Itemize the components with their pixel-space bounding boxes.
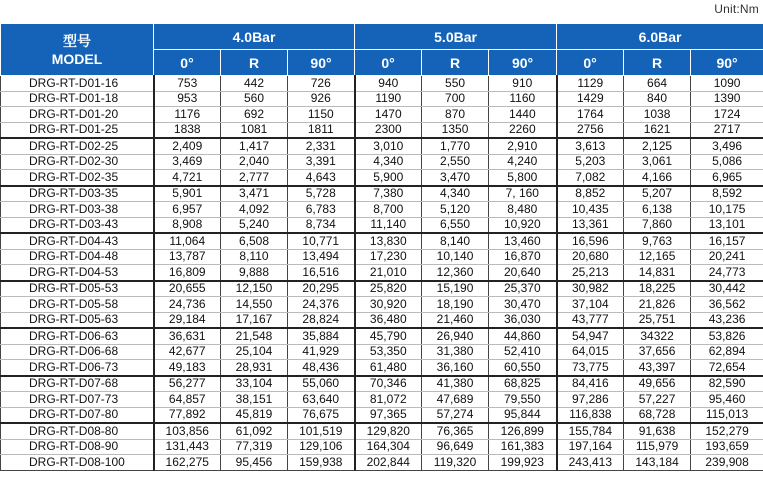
torque-table (0, 23, 763, 471)
torque-value-cell: 2717 (691, 122, 763, 138)
model-cell: DRG-RT-D05-63 (1, 312, 154, 328)
model-cell: DRG-RT-D01-25 (1, 122, 154, 138)
torque-value-cell: 5,800 (489, 170, 557, 186)
table-row (1, 154, 763, 170)
torque-value-cell: 6,965 (691, 170, 763, 186)
torque-value-cell: 45,819 (221, 407, 288, 423)
table-row (1, 107, 763, 123)
table-row (1, 392, 763, 408)
torque-value-cell: 10,175 (691, 202, 763, 218)
model-cell: DRG-RT-D07-80 (1, 407, 154, 423)
model-cell: DRG-RT-D05-53 (1, 281, 154, 297)
torque-value-cell: 54,947 (557, 328, 624, 344)
model-cell: DRG-RT-D08-90 (1, 439, 154, 455)
torque-value-cell: 2,550 (422, 154, 489, 170)
torque-value-cell: 62,894 (691, 344, 763, 360)
torque-value-cell: 20,295 (288, 281, 355, 297)
pressure-header-5bar: 5.0Bar (355, 24, 557, 50)
table-row (1, 265, 763, 281)
torque-value-cell: 95,460 (691, 392, 763, 408)
model-cell: DRG-RT-D02-30 (1, 154, 154, 170)
model-cell: DRG-RT-D03-43 (1, 217, 154, 233)
model-cell: DRG-RT-D04-48 (1, 249, 154, 265)
torque-value-cell: 2756 (557, 122, 624, 138)
torque-value-cell: 550 (422, 76, 489, 92)
torque-value-cell: 1129 (557, 76, 624, 92)
torque-value-cell: 115,979 (624, 439, 691, 455)
torque-value-cell: 9,763 (624, 233, 691, 249)
model-cell: DRG-RT-D06-73 (1, 360, 154, 376)
torque-value-cell: 1390 (691, 91, 763, 107)
torque-value-cell: 3,469 (154, 154, 221, 170)
model-cell: DRG-RT-D01-16 (1, 76, 154, 92)
torque-value-cell: 4,092 (221, 202, 288, 218)
torque-value-cell: 2300 (355, 122, 422, 138)
torque-value-cell: 28,824 (288, 312, 355, 328)
torque-value-cell: 36,160 (422, 360, 489, 376)
torque-value-cell: 159,938 (288, 455, 355, 471)
table-row (1, 423, 763, 439)
torque-value-cell: 13,361 (557, 217, 624, 233)
torque-value-cell: 30,442 (691, 281, 763, 297)
torque-value-cell: 3,471 (221, 186, 288, 202)
torque-value-cell: 1470 (355, 107, 422, 123)
torque-value-cell: 700 (422, 91, 489, 107)
torque-value-cell: 8,700 (355, 202, 422, 218)
torque-value-cell: 96,649 (422, 439, 489, 455)
table-row (1, 360, 763, 376)
torque-value-cell: 95,844 (489, 407, 557, 423)
torque-value-cell: 31,380 (422, 344, 489, 360)
torque-value-cell: 2,040 (221, 154, 288, 170)
torque-value-cell: 53,350 (355, 344, 422, 360)
model-cell: DRG-RT-D07-73 (1, 392, 154, 408)
angle-header-r: R (221, 50, 288, 76)
torque-value-cell: 36,030 (489, 312, 557, 328)
torque-value-cell: 560 (221, 91, 288, 107)
torque-value-cell: 91,638 (624, 423, 691, 439)
torque-value-cell: 14,831 (624, 265, 691, 281)
torque-value-cell: 20,241 (691, 249, 763, 265)
model-cell: DRG-RT-D01-20 (1, 107, 154, 123)
torque-value-cell: 1811 (288, 122, 355, 138)
torque-value-cell: 16,516 (288, 265, 355, 281)
torque-value-cell: 5,207 (624, 186, 691, 202)
torque-value-cell: 3,470 (422, 170, 489, 186)
torque-value-cell: 28,931 (221, 360, 288, 376)
torque-value-cell: 202,844 (355, 455, 422, 471)
torque-value-cell: 8,734 (288, 217, 355, 233)
torque-value-cell: 910 (489, 76, 557, 92)
torque-value-cell: 7,380 (355, 186, 422, 202)
model-cell: DRG-RT-D02-35 (1, 170, 154, 186)
torque-value-cell: 44,860 (489, 328, 557, 344)
torque-value-cell: 41,380 (422, 376, 489, 392)
table-row (1, 170, 763, 186)
torque-value-cell: 6,957 (154, 202, 221, 218)
torque-value-cell: 193,659 (691, 439, 763, 455)
angle-header-90deg: 90° (489, 50, 557, 76)
torque-value-cell: 1429 (557, 91, 624, 107)
torque-value-cell: 2,125 (624, 138, 691, 154)
torque-value-cell: 753 (154, 76, 221, 92)
table-row (1, 281, 763, 297)
torque-value-cell: 1764 (557, 107, 624, 123)
torque-value-cell: 25,751 (624, 312, 691, 328)
torque-value-cell: 692 (221, 107, 288, 123)
torque-value-cell: 18,190 (422, 297, 489, 313)
torque-value-cell: 1,417 (221, 138, 288, 154)
torque-value-cell: 101,519 (288, 423, 355, 439)
torque-value-cell: 8,140 (422, 233, 489, 249)
model-cell: DRG-RT-D06-68 (1, 344, 154, 360)
angle-header-0deg: 0° (154, 50, 221, 76)
torque-value-cell: 3,010 (355, 138, 422, 154)
torque-value-cell: 76,675 (288, 407, 355, 423)
model-cell: DRG-RT-D03-38 (1, 202, 154, 218)
torque-value-cell: 34322 (624, 328, 691, 344)
torque-value-cell: 4,240 (489, 154, 557, 170)
torque-value-cell: 17,167 (221, 312, 288, 328)
torque-value-cell: 95,456 (221, 455, 288, 471)
torque-value-cell: 1090 (691, 76, 763, 92)
torque-value-cell: 11,140 (355, 217, 422, 233)
torque-value-cell: 45,790 (355, 328, 422, 344)
torque-value-cell: 243,413 (557, 455, 624, 471)
torque-value-cell: 442 (221, 76, 288, 92)
table-row (1, 328, 763, 344)
model-cell: DRG-RT-D03-35 (1, 186, 154, 202)
torque-value-cell: 63,640 (288, 392, 355, 408)
table-row (1, 76, 763, 92)
table-row (1, 407, 763, 423)
torque-value-cell: 43,397 (624, 360, 691, 376)
torque-value-cell: 7,082 (557, 170, 624, 186)
torque-value-cell: 7, 160 (489, 186, 557, 202)
torque-value-cell: 61,480 (355, 360, 422, 376)
torque-value-cell: 52,410 (489, 344, 557, 360)
torque-value-cell: 8,852 (557, 186, 624, 202)
torque-value-cell: 7,860 (624, 217, 691, 233)
torque-value-cell: 5,086 (691, 154, 763, 170)
torque-value-cell: 4,643 (288, 170, 355, 186)
torque-value-cell: 1838 (154, 122, 221, 138)
torque-value-cell: 57,274 (422, 407, 489, 423)
model-header-en: MODEL (51, 50, 103, 67)
torque-value-cell: 5,728 (288, 186, 355, 202)
torque-value-cell: 4,340 (422, 186, 489, 202)
torque-value-cell: 3,613 (557, 138, 624, 154)
torque-value-cell: 2,777 (221, 170, 288, 186)
torque-value-cell: 161,383 (489, 439, 557, 455)
table-row (1, 138, 763, 154)
torque-value-cell: 20,680 (557, 249, 624, 265)
torque-value-cell: 16,157 (691, 233, 763, 249)
torque-value-cell: 57,227 (624, 392, 691, 408)
torque-value-cell: 25,104 (221, 344, 288, 360)
torque-value-cell: 131,443 (154, 439, 221, 455)
torque-value-cell: 1724 (691, 107, 763, 123)
torque-value-cell: 2,331 (288, 138, 355, 154)
torque-value-cell: 3,496 (691, 138, 763, 154)
torque-value-cell: 155,784 (557, 423, 624, 439)
torque-value-cell: 61,092 (221, 423, 288, 439)
torque-value-cell: 13,494 (288, 249, 355, 265)
model-cell: DRG-RT-D08-100 (1, 455, 154, 471)
torque-value-cell: 119,320 (422, 455, 489, 471)
table-row (1, 233, 763, 249)
table-row (1, 186, 763, 202)
table-row (1, 455, 763, 471)
torque-value-cell: 47,689 (422, 392, 489, 408)
model-cell: DRG-RT-D04-53 (1, 265, 154, 281)
torque-value-cell: 68,728 (624, 407, 691, 423)
torque-value-cell: 129,820 (355, 423, 422, 439)
torque-value-cell: 97,365 (355, 407, 422, 423)
torque-value-cell: 8,592 (691, 186, 763, 202)
torque-value-cell: 16,596 (557, 233, 624, 249)
torque-value-cell: 26,940 (422, 328, 489, 344)
torque-value-cell: 8,110 (221, 249, 288, 265)
torque-value-cell: 14,550 (221, 297, 288, 313)
torque-value-cell: 72,654 (691, 360, 763, 376)
torque-value-cell: 840 (624, 91, 691, 107)
torque-value-cell: 4,721 (154, 170, 221, 186)
torque-value-cell: 48,436 (288, 360, 355, 376)
torque-value-cell: 30,982 (557, 281, 624, 297)
torque-value-cell: 12,360 (422, 265, 489, 281)
torque-value-cell: 97,286 (557, 392, 624, 408)
torque-value-cell: 152,279 (691, 423, 763, 439)
table-row (1, 217, 763, 233)
torque-value-cell: 1160 (489, 91, 557, 107)
torque-value-cell: 10,140 (422, 249, 489, 265)
model-column-header (1, 24, 154, 76)
table-row (1, 122, 763, 138)
torque-value-cell: 1,770 (422, 138, 489, 154)
torque-value-cell: 36,631 (154, 328, 221, 344)
torque-value-cell: 55,060 (288, 376, 355, 392)
torque-value-cell: 24,376 (288, 297, 355, 313)
table-row (1, 312, 763, 328)
torque-value-cell: 70,346 (355, 376, 422, 392)
torque-value-cell: 13,101 (691, 217, 763, 233)
torque-value-cell: 5,901 (154, 186, 221, 202)
angle-header-0deg: 0° (557, 50, 624, 76)
torque-value-cell: 143,184 (624, 455, 691, 471)
torque-value-cell: 197,164 (557, 439, 624, 455)
torque-value-cell: 30,920 (355, 297, 422, 313)
torque-value-cell: 25,370 (489, 281, 557, 297)
torque-value-cell: 116,838 (557, 407, 624, 423)
table-row (1, 91, 763, 107)
torque-value-cell: 17,230 (355, 249, 422, 265)
torque-value-cell: 21,460 (422, 312, 489, 328)
torque-value-cell: 6,550 (422, 217, 489, 233)
torque-value-cell: 870 (422, 107, 489, 123)
torque-value-cell: 2260 (489, 122, 557, 138)
torque-value-cell: 13,787 (154, 249, 221, 265)
torque-value-cell: 21,826 (624, 297, 691, 313)
torque-value-cell: 6,138 (624, 202, 691, 218)
torque-value-cell: 11,064 (154, 233, 221, 249)
torque-value-cell: 64,015 (557, 344, 624, 360)
torque-value-cell: 1150 (288, 107, 355, 123)
torque-value-cell: 1190 (355, 91, 422, 107)
torque-value-cell: 162,275 (154, 455, 221, 471)
table-row (1, 297, 763, 313)
model-cell: DRG-RT-D05-58 (1, 297, 154, 313)
model-cell: DRG-RT-D08-80 (1, 423, 154, 439)
torque-value-cell: 33,104 (221, 376, 288, 392)
torque-value-cell: 1038 (624, 107, 691, 123)
torque-value-cell: 16,809 (154, 265, 221, 281)
torque-value-cell: 239,908 (691, 455, 763, 471)
torque-value-cell: 73,775 (557, 360, 624, 376)
torque-value-cell: 77,319 (221, 439, 288, 455)
torque-value-cell: 115,013 (691, 407, 763, 423)
pressure-header-6bar: 6.0Bar (557, 24, 763, 50)
torque-value-cell: 164,304 (355, 439, 422, 455)
torque-value-cell: 13,830 (355, 233, 422, 249)
torque-value-cell: 940 (355, 76, 422, 92)
table-row (1, 249, 763, 265)
torque-value-cell: 9,888 (221, 265, 288, 281)
torque-value-cell: 82,590 (691, 376, 763, 392)
torque-value-cell: 49,183 (154, 360, 221, 376)
model-header-zh: 型号 (63, 32, 91, 49)
angle-header-90deg: 90° (691, 50, 763, 76)
torque-value-cell: 24,773 (691, 265, 763, 281)
torque-value-cell: 81,072 (355, 392, 422, 408)
torque-value-cell: 24,736 (154, 297, 221, 313)
torque-value-cell: 4,340 (355, 154, 422, 170)
table-row (1, 439, 763, 455)
torque-value-cell: 25,213 (557, 265, 624, 281)
torque-value-cell: 25,820 (355, 281, 422, 297)
torque-value-cell: 43,777 (557, 312, 624, 328)
table-row (1, 202, 763, 218)
table-header (1, 24, 763, 76)
torque-value-cell: 4,166 (624, 170, 691, 186)
torque-value-cell: 953 (154, 91, 221, 107)
torque-value-cell: 1440 (489, 107, 557, 123)
torque-value-cell: 6,508 (221, 233, 288, 249)
torque-value-cell: 64,857 (154, 392, 221, 408)
torque-value-cell: 76,365 (422, 423, 489, 439)
torque-value-cell: 60,550 (489, 360, 557, 376)
torque-value-cell: 126,899 (489, 423, 557, 439)
torque-value-cell: 12,150 (221, 281, 288, 297)
torque-value-cell: 35,884 (288, 328, 355, 344)
torque-value-cell: 43,236 (691, 312, 763, 328)
torque-value-cell: 21,010 (355, 265, 422, 281)
torque-value-cell: 29,184 (154, 312, 221, 328)
torque-value-cell: 5,203 (557, 154, 624, 170)
torque-value-cell: 20,655 (154, 281, 221, 297)
torque-value-cell: 1081 (221, 122, 288, 138)
torque-value-cell: 726 (288, 76, 355, 92)
model-cell: DRG-RT-D04-43 (1, 233, 154, 249)
torque-value-cell: 664 (624, 76, 691, 92)
angle-header-r: R (422, 50, 489, 76)
table-row (1, 344, 763, 360)
torque-value-cell: 10,920 (489, 217, 557, 233)
torque-value-cell: 103,856 (154, 423, 221, 439)
torque-value-cell: 12,165 (624, 249, 691, 265)
torque-value-cell: 41,929 (288, 344, 355, 360)
torque-value-cell: 129,106 (288, 439, 355, 455)
torque-value-cell: 56,277 (154, 376, 221, 392)
unit-label: Unit:Nm (714, 2, 759, 16)
angle-header-90deg: 90° (288, 50, 355, 76)
torque-value-cell: 37,104 (557, 297, 624, 313)
torque-value-cell: 8,480 (489, 202, 557, 218)
torque-value-cell: 3,061 (624, 154, 691, 170)
angle-header-0deg: 0° (355, 50, 422, 76)
torque-value-cell: 36,562 (691, 297, 763, 313)
angle-header-r: R (624, 50, 691, 76)
torque-value-cell: 18,225 (624, 281, 691, 297)
torque-value-cell: 1176 (154, 107, 221, 123)
torque-value-cell: 13,460 (489, 233, 557, 249)
torque-value-cell: 68,825 (489, 376, 557, 392)
torque-value-cell: 21,548 (221, 328, 288, 344)
pressure-header-4bar: 4.0Bar (154, 24, 355, 50)
table-row (1, 376, 763, 392)
torque-value-cell: 49,656 (624, 376, 691, 392)
torque-value-cell: 20,640 (489, 265, 557, 281)
torque-value-cell: 1621 (624, 122, 691, 138)
torque-value-cell: 5,900 (355, 170, 422, 186)
torque-value-cell: 1350 (422, 122, 489, 138)
torque-value-cell: 37,656 (624, 344, 691, 360)
torque-value-cell: 30,470 (489, 297, 557, 313)
torque-value-cell: 2,910 (489, 138, 557, 154)
torque-value-cell: 36,480 (355, 312, 422, 328)
torque-value-cell: 2,409 (154, 138, 221, 154)
torque-value-cell: 38,151 (221, 392, 288, 408)
torque-value-cell: 3,391 (288, 154, 355, 170)
torque-value-cell: 926 (288, 91, 355, 107)
torque-value-cell: 8,908 (154, 217, 221, 233)
torque-value-cell: 42,677 (154, 344, 221, 360)
torque-value-cell: 15,190 (422, 281, 489, 297)
model-cell: DRG-RT-D01-18 (1, 91, 154, 107)
torque-value-cell: 84,416 (557, 376, 624, 392)
torque-value-cell: 5,240 (221, 217, 288, 233)
model-cell: DRG-RT-D06-63 (1, 328, 154, 344)
model-cell: DRG-RT-D07-68 (1, 376, 154, 392)
torque-value-cell: 77,892 (154, 407, 221, 423)
model-cell: DRG-RT-D02-25 (1, 138, 154, 154)
torque-value-cell: 10,771 (288, 233, 355, 249)
torque-value-cell: 10,435 (557, 202, 624, 218)
torque-value-cell: 5,120 (422, 202, 489, 218)
table-body (1, 76, 763, 471)
torque-value-cell: 6,783 (288, 202, 355, 218)
torque-value-cell: 16,870 (489, 249, 557, 265)
torque-value-cell: 79,550 (489, 392, 557, 408)
torque-value-cell: 53,826 (691, 328, 763, 344)
torque-value-cell: 199,923 (489, 455, 557, 471)
